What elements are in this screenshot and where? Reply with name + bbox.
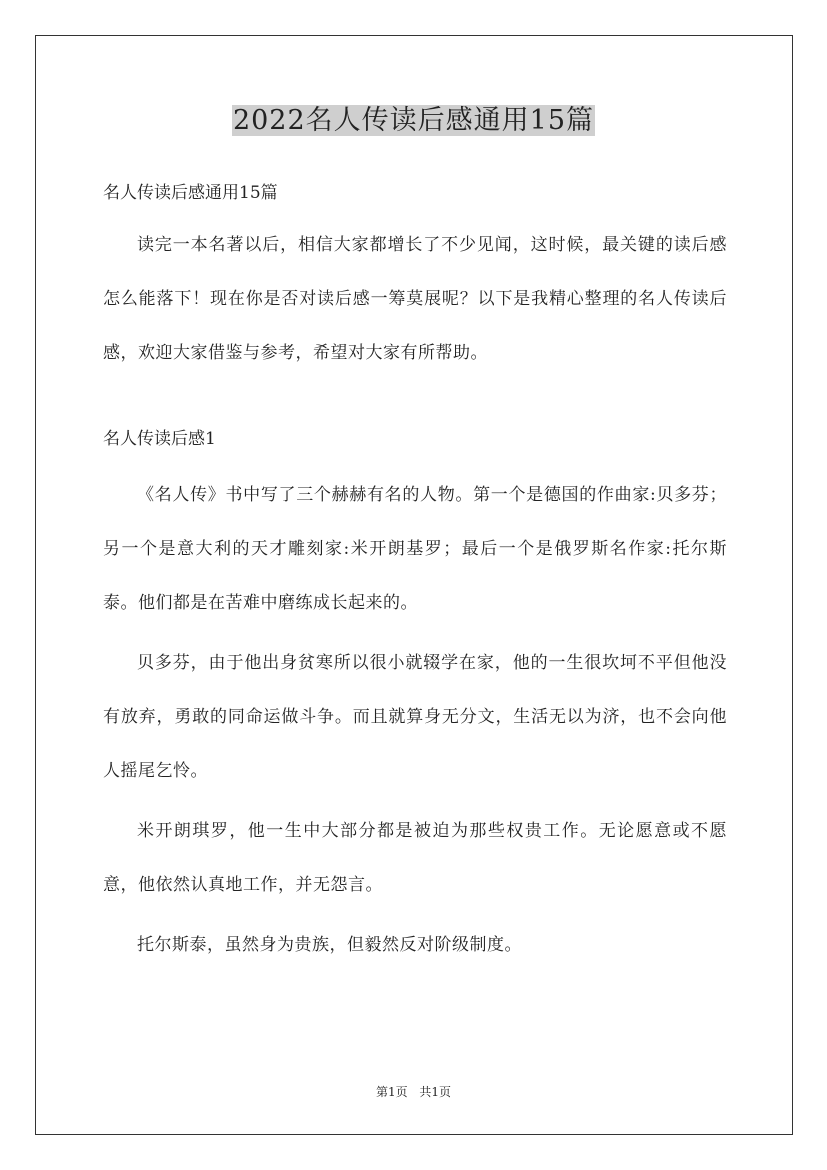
- section-heading: 名人传读后感1: [103, 429, 216, 449]
- intro-paragraph: 读完一本名著以后，相信大家都增长了不少见闻，这时候，最关键的读后感怎么能落下！现在你是否对读后感一筹莫展呢？以下是我精心整理的名人传读后感，欢迎大家借鉴与参考，希望对大家有所帮助。: [103, 235, 727, 363]
- document-title-text: 2022名人传读后感通用15篇: [232, 105, 595, 136]
- page-footer: [0, 1084, 827, 1100]
- body-paragraph: 托尔斯泰，虽然身为贵族，但毅然反对阶级制度。: [137, 935, 522, 955]
- body-paragraph: 贝多芬，由于他出身贫寒所以很小就辍学在家，他的一生很坎坷不平但他没有放弃，勇敢的同命运做斗争。而且就算身无分文，生活无以为济，也不会向他人摇尾乞怜。: [103, 653, 727, 781]
- body-paragraph: 《名人传》书中写了三个赫赫有名的人物。第一个是德国的作曲家:贝多芬；另一个是意大利的天才雕刻家:米开朗基罗；最后一个是俄罗斯名作家:托尔斯泰。他们都是在苦难中磨练成长起来的。: [103, 485, 727, 613]
- document-subtitle: 名人传读后感通用15篇: [103, 183, 278, 203]
- page-total: 共1页: [419, 1085, 452, 1099]
- body-paragraph: 米开朗琪罗，他一生中大部分都是被迫为那些权贵工作。无论愿意或不愿意，他依然认真地工作，并无怨言。: [103, 821, 727, 895]
- page-number: 第1页: [375, 1085, 408, 1099]
- document-body: [103, 168, 727, 978]
- document-title: [0, 100, 827, 142]
